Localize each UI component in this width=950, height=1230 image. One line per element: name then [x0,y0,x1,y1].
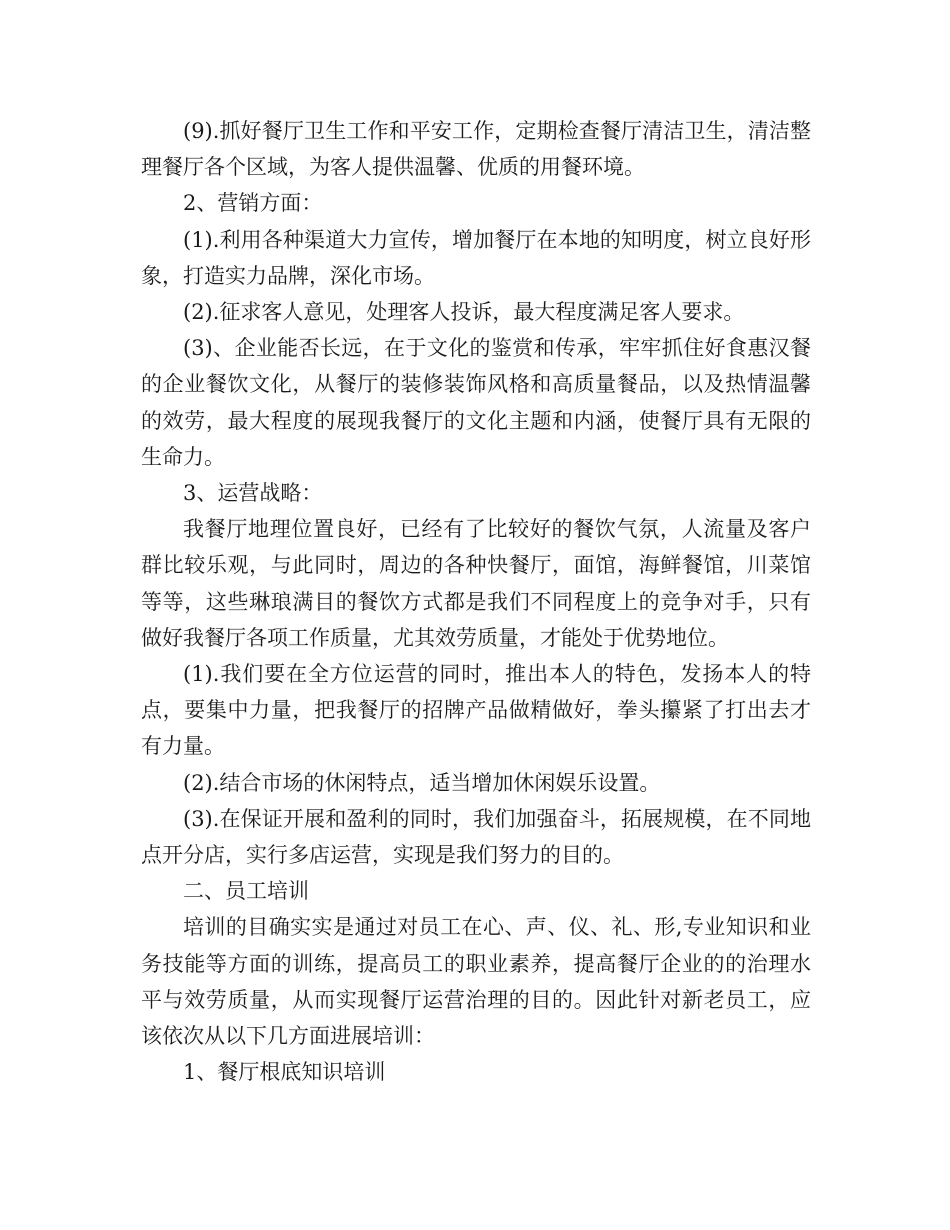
paragraph-item-2-leisure: (2).结合市场的休闲特点，适当增加休闲娱乐设置。 [183,770,661,795]
paragraph-item-2-customer-feedback: (2).征求客人意见，处理客人投诉，最大程度满足客人要求。 [183,300,745,325]
paragraph-item-1-features: (1).我们要在全方位运营的同时，推出本人的特色，发扬本人的特点，要集中力量，把我餐厅的招牌产品做精做好，拳头攥紧了打出去才有力量。 [141,662,811,759]
heading-operation-strategy: 3、运营战略： [183,481,323,506]
paragraph-item-3-culture: (3)、企业能否长远，在于文化的鉴赏和传承，牢牢抓住好食惠汉餐的企业餐饮文化，从餐厅的装修装饰风格和高质量餐品，以及热情温馨的效劳，最大程度的展现我餐厅的文化主题和内涵，使餐厅具有无限的生命力。 [141,336,811,469]
paragraph-item-9-hygiene-safety: (9).抓好餐厅卫生工作和平安工作，定期检查餐厅清洁卫生，清洁整理餐厅各个区域，为客人提供温馨、优质的用餐环境。 [141,119,811,180]
paragraph-location-competition: 我餐厅地理位置良好，已经有了比较好的餐饮气氛，人流量及客户群比较乐观，与此同时，周边的各种快餐厅，面馆，海鲜餐馆，川菜馆等等，这些琳琅满目的餐饮方式都是我们不同程度上的竞争对手，只有做好我餐厅各项工作质量，尤其效劳质量，才能处于优势地位。 [141,517,811,650]
paragraph-item-1-promotion: (1).利用各种渠道大力宣传，增加餐厅在本地的知明度，树立良好形象，打造实力品牌，深化市场。 [141,227,811,288]
document-body [141,113,811,1090]
heading-marketing: 2、营销方面： [183,191,323,216]
paragraph-training-purpose: 培训的目确实实是通过对员工在心、声、仪、礼、形,专业知识和业务技能等方面的训练，提高员工的职业素养，提高餐厅企业的的治理水平与效劳质量，从而实现餐厅运营治理的目的。因此针对新老员工，应该依次从以下几方面进展培训： [141,915,811,1049]
heading-staff-training: 二、员工培训 [183,879,309,904]
paragraph-item-3-expansion: (3).在保证开展和盈利的同时，我们加强奋斗，拓展规模，在不同地点开分店，实行多店运营，实现是我们努力的目的。 [141,806,811,868]
heading-basic-knowledge-training: 1、餐厅根底知识培训 [183,1060,386,1085]
